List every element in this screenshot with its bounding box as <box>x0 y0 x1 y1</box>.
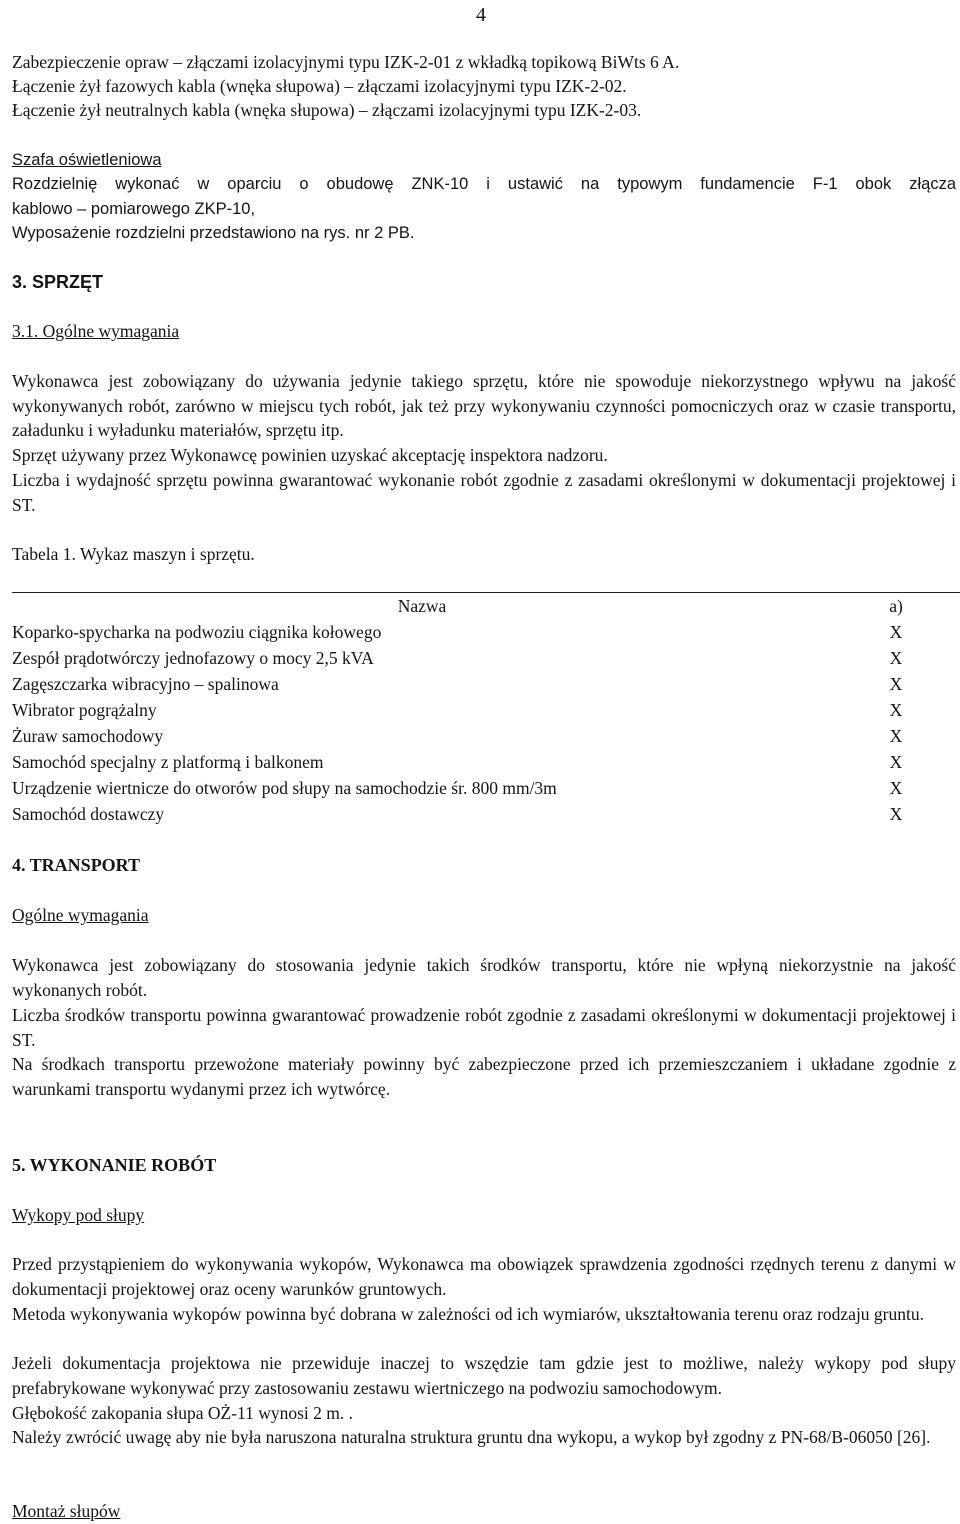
equipment-name: Zagęszczarka wibracyjno – spalinowa <box>12 674 279 694</box>
szafa-line-2: kablowo – pomiarowego ZKP-10, <box>12 200 256 218</box>
header-name: Nazwa <box>397 596 447 616</box>
equipment-name: Koparko-spycharka na podwoziu ciągnika kołowego <box>12 622 382 642</box>
equipment-name: Zespół prądotwórczy jednofazowy o mocy 2,5 kVA <box>12 648 374 668</box>
equipment-name: Urządzenie wiertnicze do otworów pod słupy na samochodzie śr. 800 mm/3m <box>12 778 557 798</box>
section-4-paragraph-2: Liczba środków transportu powinna gwarantować prowadzenie robót zgodnie z zasadami określonymi w dokumentacji projektowej i ST. <box>12 1005 956 1050</box>
section-5-heading: 5. WYKONANIE ROBÓT <box>12 1155 217 1175</box>
table-row <box>12 619 960 645</box>
table-row <box>12 671 960 697</box>
szafa-line-1: Rozdzielnię wykonać w oparciu o obudowę ZNK-10 i ustawić na typowym fundamencie F-1 obok złącza <box>12 175 956 193</box>
section-4-subheading: Ogólne wymagania <box>12 905 149 925</box>
section-4-paragraph-1: Wykonawca jest zobowiązany do stosowania jedynie takich środków transportu, które nie wpłyną niekorzystnie na jakość wykonanych robót. <box>12 955 956 1000</box>
section-5-paragraph-4: Głębokość zakopania słupa OŻ-11 wynosi 2 m. . <box>12 1403 354 1423</box>
equipment-name: Wibrator pogrążalny <box>12 700 157 720</box>
table-header-row <box>12 593 960 619</box>
equipment-mark: X <box>889 700 903 720</box>
equipment-mark: X <box>889 726 903 746</box>
header-column-a: a) <box>889 596 903 616</box>
equipment-mark: X <box>889 778 903 798</box>
table-row <box>12 697 960 723</box>
section-4-heading: 4. TRANSPORT <box>12 855 141 875</box>
section-5-paragraph-3: Jeżeli dokumentacja projektowa nie przewiduje inaczej to wszędzie tam gdzie jest to możliwe, należy wykopy pod słupy prefabrykowane wykonywać przy zastosowaniu zestawu wiertniczego na podwoziu samochodowym. <box>12 1353 956 1398</box>
szafa-heading: Szafa oświetleniowa <box>12 151 162 169</box>
table-row <box>12 645 960 671</box>
table-row <box>12 775 960 801</box>
equipment-mark: X <box>889 752 903 772</box>
section-5-paragraph-5: Należy zwrócić uwagę aby nie była naruszona naturalna struktura gruntu dna wykopu, a wykop był zgodny z PN-68/B-06050 [26]. <box>12 1427 931 1447</box>
intro-line-2: Łączenie żył fazowych kabla (wnęka słupowa) – złączami izolacyjnymi typu IZK-2-02. <box>12 76 627 96</box>
section-3-paragraph-3: Liczba i wydajność sprzętu powinna gwarantować wykonanie robót zgodnie z zasadami określonymi w dokumentacji projektowej i ST. <box>12 470 956 515</box>
table-row <box>12 749 960 775</box>
equipment-name: Samochód specjalny z platformą i balkonem <box>12 752 324 772</box>
table-caption: Tabela 1. Wykaz maszyn i sprzętu. <box>12 544 255 564</box>
table-row <box>12 801 960 827</box>
section-5-paragraph-1: Przed przystąpieniem do wykonywania wykopów, Wykonawca ma obowiązek sprawdzenia zgodności rzędnych terenu z danymi w dokumentacji projektowej oraz oceny warunków gruntowych. <box>12 1254 956 1299</box>
equipment-table <box>12 592 960 827</box>
equipment-mark: X <box>889 622 903 642</box>
equipment-mark: X <box>889 804 903 824</box>
section-3-paragraph-1: Wykonawca jest zobowiązany do używania jedynie takiego sprzętu, które nie spowoduje niekorzystnego wpływu na jakość wykonywanych robót, zarówno w miejscu tych robót, jak też przy wykonywaniu czynności pomocniczych oraz w czasie transportu, załadunku i wyładunku materiałów, sprzętu itp. <box>12 371 956 440</box>
section-3-paragraph-2: Sprzęt używany przez Wykonawcę powinien uzyskać akceptację inspektora nadzoru. <box>12 445 608 465</box>
section-3-1-heading: 3.1. Ogólne wymagania <box>12 321 180 341</box>
page-number: 4 <box>476 4 486 26</box>
equipment-name: Żuraw samochodowy <box>12 726 164 746</box>
section-5-paragraph-2: Metoda wykonywania wykopów powinna być dobrana w zależności od ich wymiarów, ukształtowania terenu oraz rodzaju gruntu. <box>12 1304 924 1324</box>
szafa-line-3: Wyposażenie rozdzielni przedstawiono na rys. nr 2 PB. <box>12 224 415 242</box>
intro-line-1: Zabezpieczenie opraw – złączami izolacyjnymi typu IZK-2-01 z wkładką topikową BiWts 6 A. <box>12 52 680 72</box>
table-row <box>12 723 960 749</box>
montaz-heading: Montaż słupów <box>12 1501 121 1521</box>
section-4-paragraph-3: Na środkach transportu przewożone materiały powinny być zabezpieczone przed ich przemieszczaniem i układane zgodnie z warunkami transportu wydanymi przez ich wytwórcę. <box>12 1054 956 1099</box>
equipment-mark: X <box>889 674 903 694</box>
intro-line-3: Łączenie żył neutralnych kabla (wnęka słupowa) – złączami izolacyjnymi typu IZK-2-03. <box>12 100 642 120</box>
section-5-subheading: Wykopy pod słupy <box>12 1205 145 1225</box>
table-body <box>12 619 960 827</box>
equipment-name: Samochód dostawczy <box>12 804 165 824</box>
section-3-heading: 3. SPRZĘT <box>12 272 104 292</box>
equipment-mark: X <box>889 648 903 668</box>
